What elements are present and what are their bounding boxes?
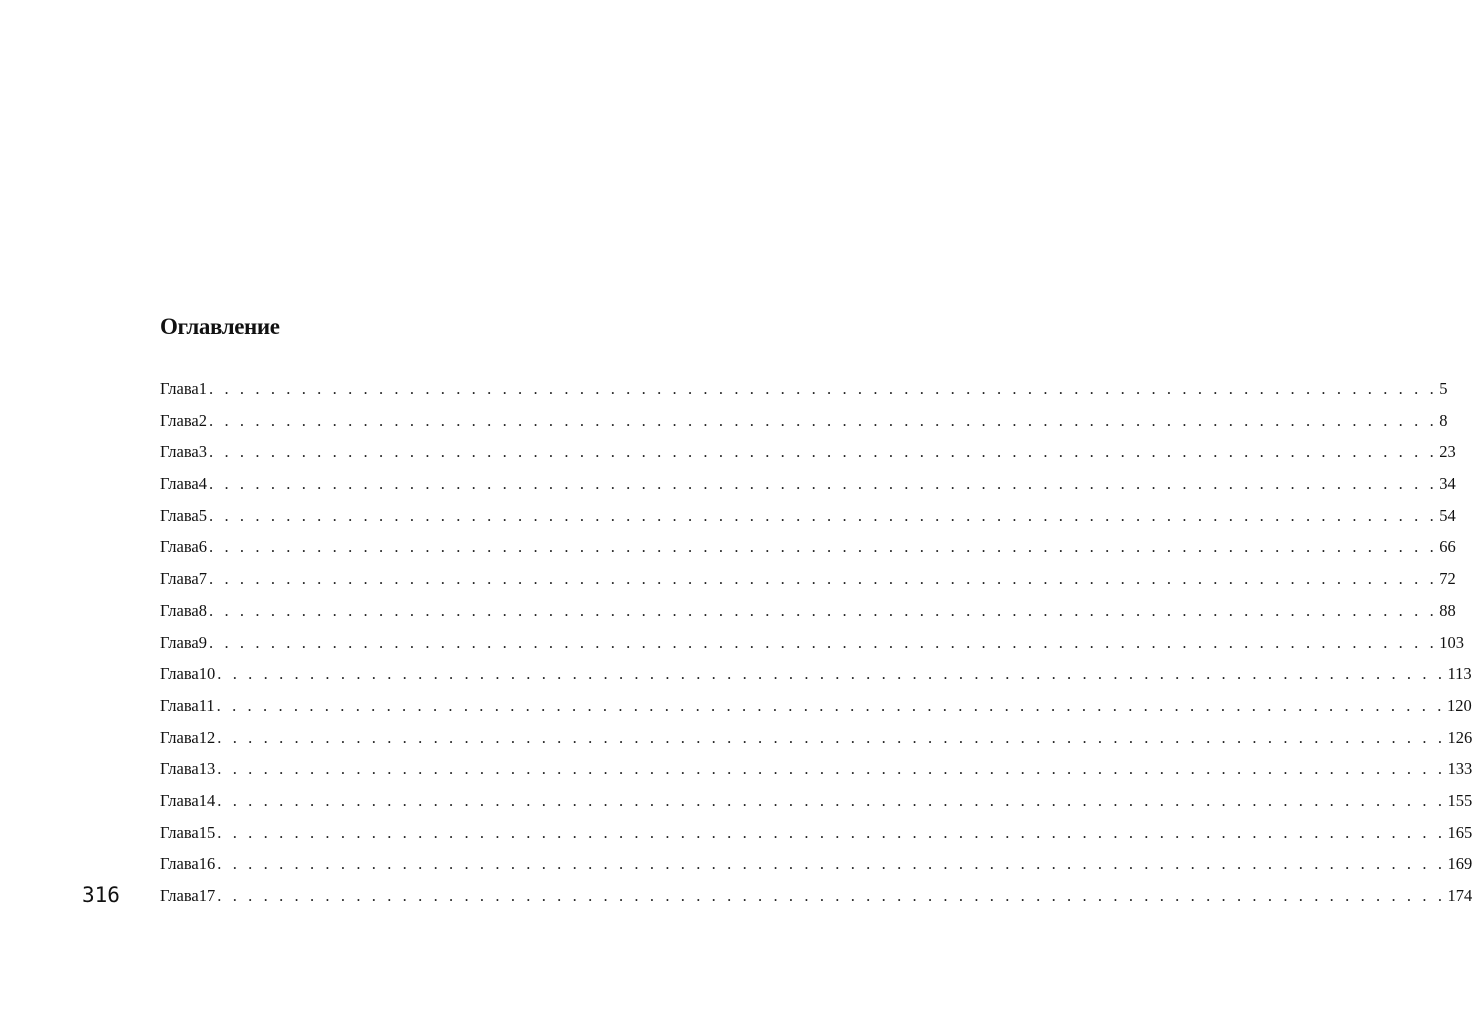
- chapter-number: 1: [198, 379, 208, 398]
- dot-leader: . . . . . . . . . . . . . . . . . . . . . . . . . . . . . . . . . . . . . . . . . . . . . . . . . . . . . . . . . . . . . . . . . . . . . . . . . . . . . . . .: [217, 759, 1446, 779]
- toc-entry[interactable]: [160, 630, 1465, 662]
- dot-leader: . . . . . . . . . . . . . . . . . . . . . . . . . . . . . . . . . . . . . . . . . . . . . . . . . . . . . . . . . . . . . . . . . . . . . . . . . . . . . . . .: [209, 505, 1438, 525]
- dot-leader: . . . . . . . . . . . . . . . . . . . . . . . . . . . . . . . . . . . . . . . . . . . . . . . . . . . . . . . . . . . . . . . . . . . . . . . . . . . . . . . .: [209, 600, 1438, 620]
- table-of-contents: [160, 376, 1472, 915]
- chapter-label: Глава: [160, 379, 199, 398]
- chapter-page: 174: [1447, 886, 1472, 905]
- chapter-number: 15: [198, 822, 216, 842]
- dot-leader: . . . . . . . . . . . . . . . . . . . . . . . . . . . . . . . . . . . . . . . . . . . . . . . . . . . . . . . . . . . . . . . . . . . . . . . . . . . . . . . .: [209, 474, 1438, 494]
- chapter-page: 103: [1439, 632, 1465, 652]
- chapter-number: 7: [198, 569, 208, 589]
- dot-leader: . . . . . . . . . . . . . . . . . . . . . . . . . . . . . . . . . . . . . . . . . . . . . . . . . . . . . . . . . . . . . . . . . . . . . . . . . . . . . . . .: [209, 442, 1438, 462]
- chapter-label: Глава: [160, 664, 199, 684]
- toc-entry[interactable]: [160, 376, 1448, 408]
- chapter-number: 5: [198, 505, 208, 525]
- chapter-number: 14: [198, 790, 216, 810]
- dot-leader: . . . . . . . . . . . . . . . . . . . . . . . . . . . . . . . . . . . . . . . . . . . . . . . . . . . . . . . . . . . . . . . . . . . . . . . . . . . . . . . .: [217, 790, 1446, 810]
- chapter-number: 13: [198, 759, 216, 779]
- chapter-label: Глава: [160, 505, 199, 525]
- toc-entry[interactable]: [160, 534, 1456, 566]
- chapter-page: 54: [1439, 505, 1456, 525]
- chapter-page: 165: [1447, 822, 1472, 842]
- chapter-page: 133: [1447, 759, 1472, 779]
- toc-entry[interactable]: [160, 756, 1472, 788]
- dot-leader: . . . . . . . . . . . . . . . . . . . . . . . . . . . . . . . . . . . . . . . . . . . . . . . . . . . . . . . . . . . . . . . . . . . . . . . . . . . . . . . .: [217, 854, 1446, 874]
- dot-leader: . . . . . . . . . . . . . . . . . . . . . . . . . . . . . . . . . . . . . . . . . . . . . . . . . . . . . . . . . . . . . . . . . . . . . . . . . . . . . . . .: [209, 379, 1438, 398]
- chapter-number: 6: [198, 537, 208, 557]
- chapter-number: 16: [198, 854, 216, 874]
- chapter-label: Глава: [160, 790, 199, 810]
- dot-leader: . . . . . . . . . . . . . . . . . . . . . . . . . . . . . . . . . . . . . . . . . . . . . . . . . . . . . . . . . . . . . . . . . . . . . . . . . . . . . . . .: [209, 410, 1438, 430]
- chapter-number: 12: [198, 727, 216, 747]
- chapter-page: 120: [1446, 695, 1472, 715]
- chapter-label: Глава: [160, 822, 199, 842]
- toc-entry[interactable]: [160, 693, 1472, 725]
- chapter-number: 11: [198, 695, 215, 715]
- toc-entry[interactable]: [160, 503, 1456, 535]
- chapter-number: 8: [198, 600, 208, 620]
- toc-entry[interactable]: [160, 566, 1456, 598]
- page-number: 316: [82, 883, 120, 907]
- dot-leader: . . . . . . . . . . . . . . . . . . . . . . . . . . . . . . . . . . . . . . . . . . . . . . . . . . . . . . . . . . . . . . . . . . . . . . . . . . . . . . . .: [216, 695, 1445, 715]
- chapter-label: Глава: [160, 474, 199, 494]
- toc-entry[interactable]: [160, 820, 1472, 852]
- chapter-number: 17: [198, 886, 216, 905]
- toc-entry[interactable]: [160, 851, 1472, 883]
- chapter-page: 126: [1447, 727, 1472, 747]
- chapter-label: Глава: [160, 410, 199, 430]
- toc-entry[interactable]: [160, 439, 1456, 471]
- chapter-number: 9: [198, 632, 208, 652]
- chapter-label: Глава: [160, 759, 199, 779]
- chapter-label: Глава: [160, 569, 199, 589]
- chapter-page: 34: [1439, 474, 1456, 494]
- chapter-label: Глава: [160, 695, 199, 715]
- chapter-page: 72: [1439, 569, 1456, 589]
- dot-leader: . . . . . . . . . . . . . . . . . . . . . . . . . . . . . . . . . . . . . . . . . . . . . . . . . . . . . . . . . . . . . . . . . . . . . . . . . . . . . . . .: [217, 727, 1446, 747]
- toc-entry[interactable]: [160, 883, 1472, 915]
- chapter-number: 3: [198, 442, 208, 462]
- toc-entry[interactable]: [160, 788, 1472, 820]
- dot-leader: . . . . . . . . . . . . . . . . . . . . . . . . . . . . . . . . . . . . . . . . . . . . . . . . . . . . . . . . . . . . . . . . . . . . . . . . . . . . . . . .: [217, 886, 1446, 905]
- chapter-page: 169: [1447, 854, 1472, 874]
- chapter-label: Глава: [160, 600, 199, 620]
- dot-leader: . . . . . . . . . . . . . . . . . . . . . . . . . . . . . . . . . . . . . . . . . . . . . . . . . . . . . . . . . . . . . . . . . . . . . . . . . . . . . . . .: [209, 537, 1438, 557]
- toc-title: Оглавление: [160, 314, 280, 339]
- chapter-page: 88: [1439, 600, 1456, 620]
- dot-leader: . . . . . . . . . . . . . . . . . . . . . . . . . . . . . . . . . . . . . . . . . . . . . . . . . . . . . . . . . . . . . . . . . . . . . . . . . . . . . . . .: [217, 822, 1446, 842]
- dot-leader: . . . . . . . . . . . . . . . . . . . . . . . . . . . . . . . . . . . . . . . . . . . . . . . . . . . . . . . . . . . . . . . . . . . . . . . . . . . . . . . .: [217, 664, 1446, 684]
- toc-entry[interactable]: [160, 661, 1472, 693]
- toc-entry[interactable]: [160, 471, 1456, 503]
- chapter-label: Глава: [160, 537, 199, 557]
- toc-entry[interactable]: [160, 598, 1456, 630]
- chapter-page: 8: [1439, 410, 1448, 430]
- toc-entry[interactable]: [160, 725, 1472, 757]
- dot-leader: . . . . . . . . . . . . . . . . . . . . . . . . . . . . . . . . . . . . . . . . . . . . . . . . . . . . . . . . . . . . . . . . . . . . . . . . . . . . . . . .: [209, 569, 1438, 589]
- chapter-page: 155: [1447, 790, 1472, 810]
- chapter-number: 2: [198, 410, 208, 430]
- chapter-page: 66: [1439, 537, 1456, 557]
- chapter-number: 10: [198, 664, 216, 684]
- chapter-page: 23: [1439, 442, 1456, 462]
- chapter-page: 5: [1439, 379, 1448, 398]
- chapter-label: Глава: [160, 442, 199, 462]
- toc-entry[interactable]: [160, 408, 1448, 440]
- chapter-label: Глава: [160, 632, 199, 652]
- dot-leader: . . . . . . . . . . . . . . . . . . . . . . . . . . . . . . . . . . . . . . . . . . . . . . . . . . . . . . . . . . . . . . . . . . . . . . . . . . . . . . . .: [209, 632, 1438, 652]
- chapter-label: Глава: [160, 727, 199, 747]
- chapter-label: Глава: [160, 854, 199, 874]
- chapter-page: 113: [1447, 664, 1472, 684]
- chapter-number: 4: [198, 474, 208, 494]
- chapter-label: Глава: [160, 886, 199, 905]
